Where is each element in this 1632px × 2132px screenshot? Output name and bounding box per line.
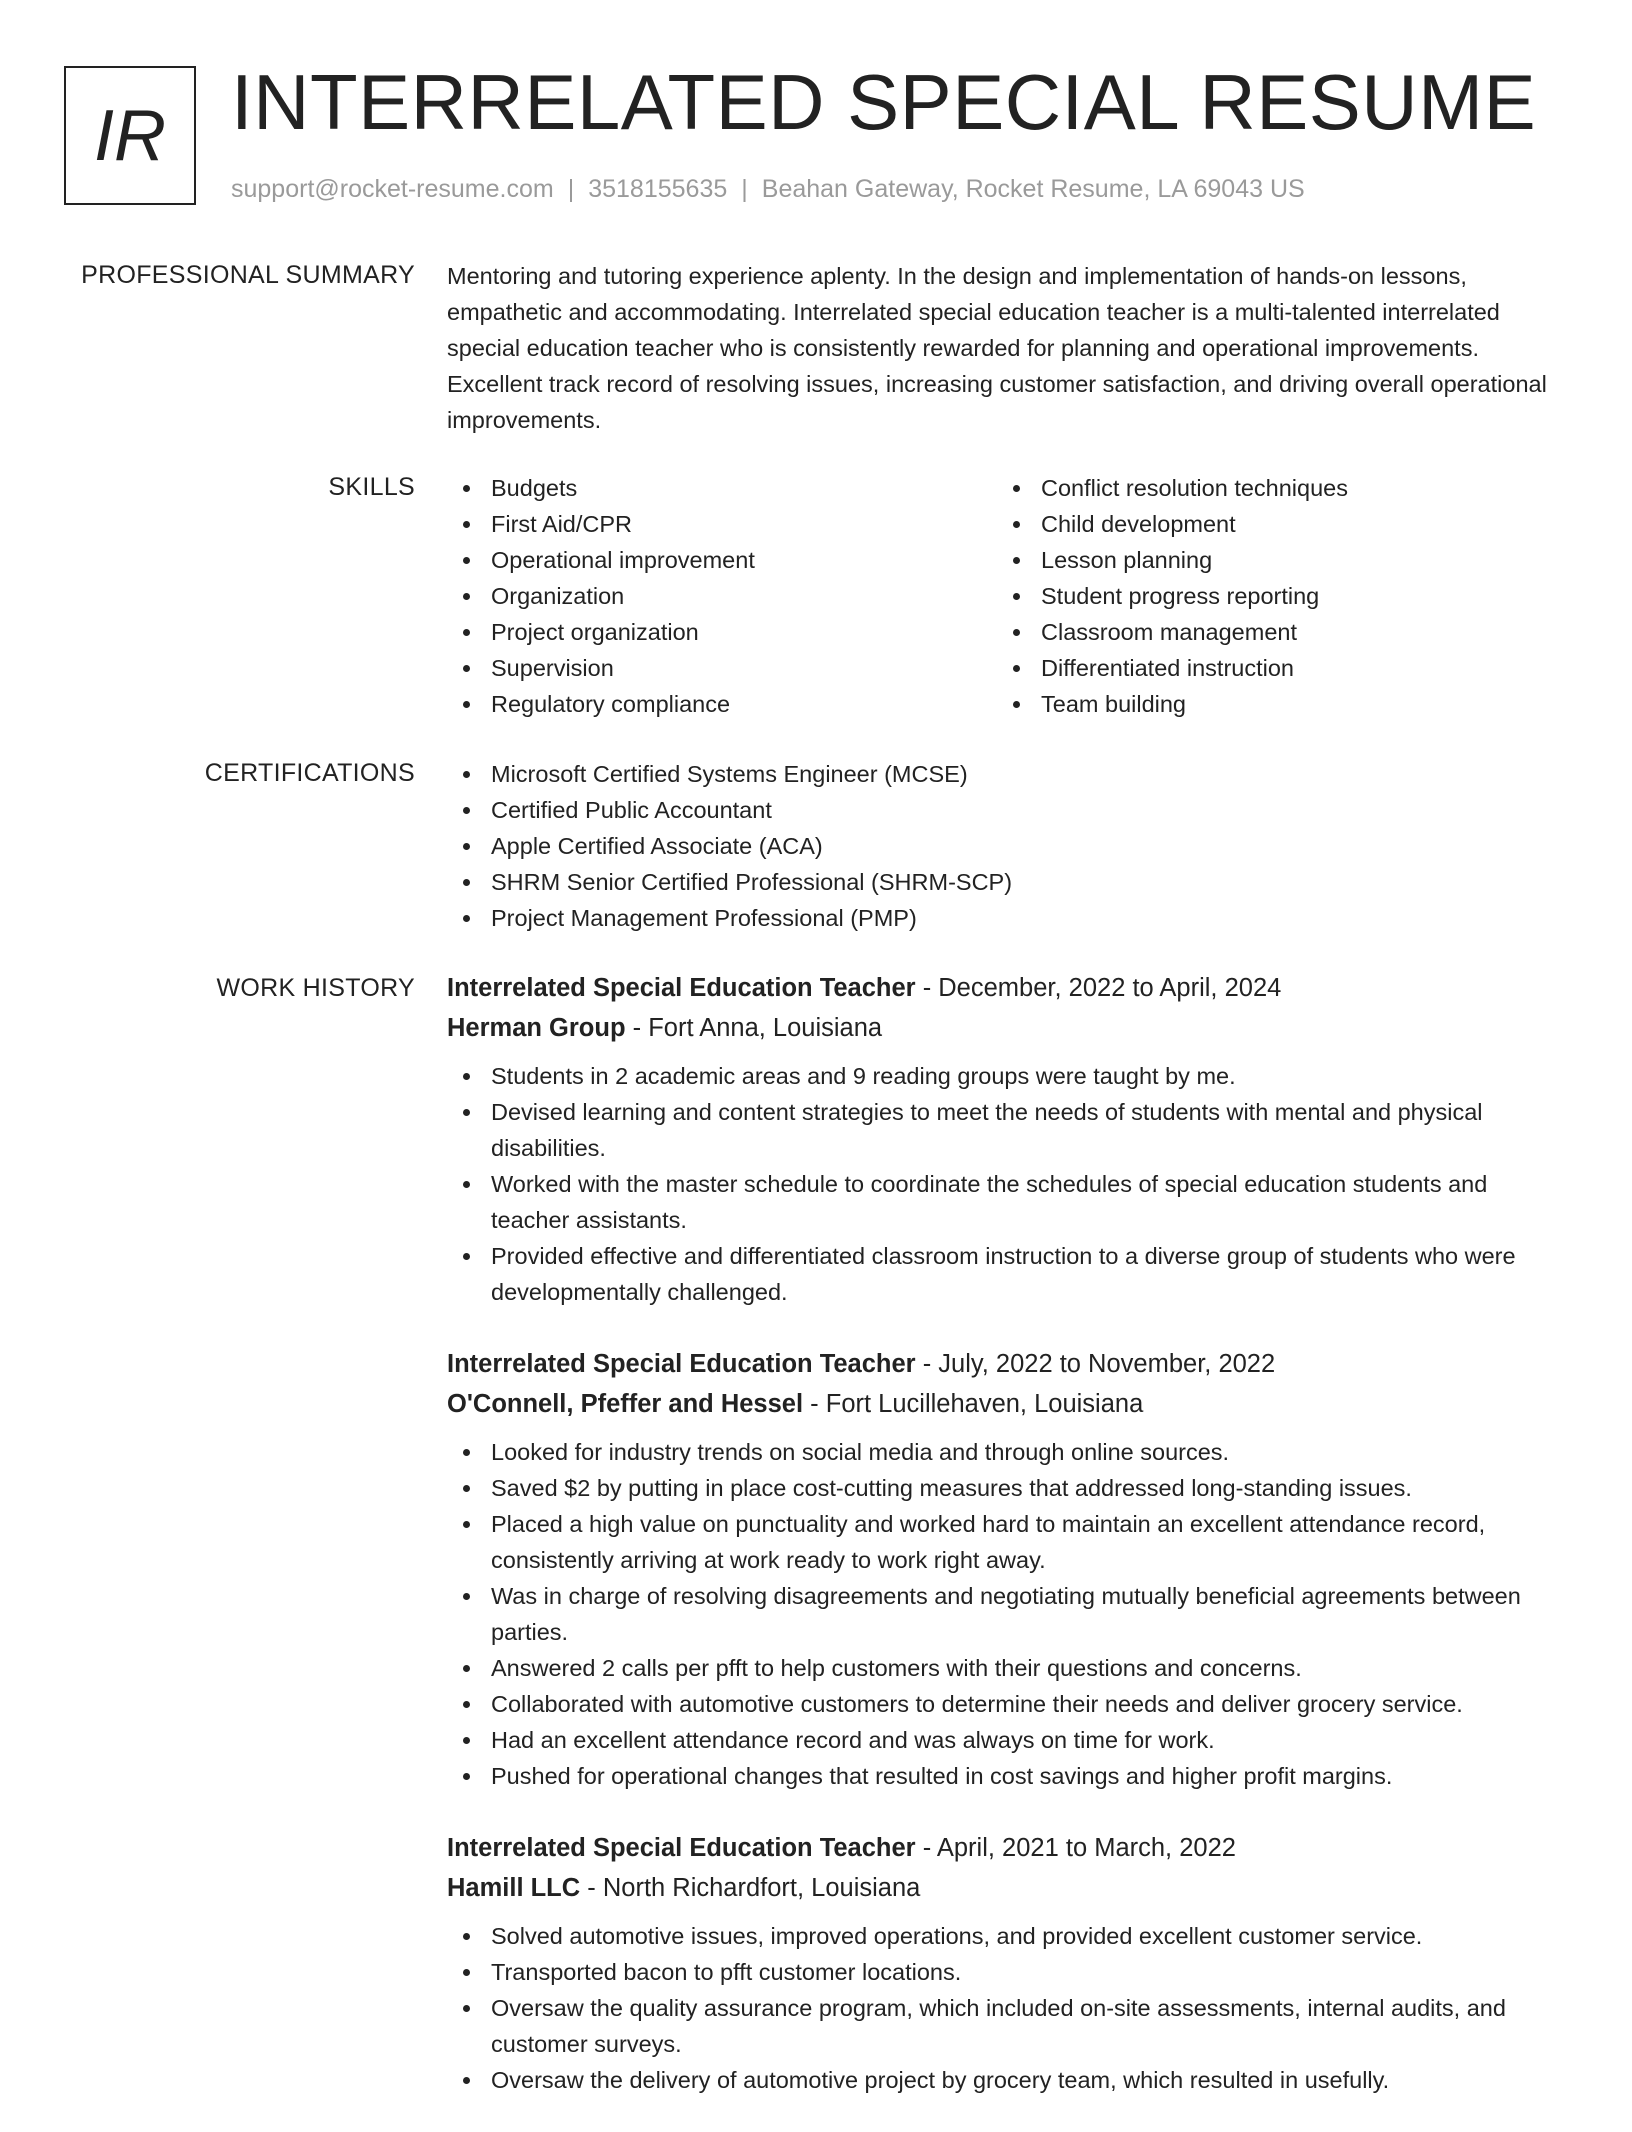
skills-title: SKILLS <box>328 473 415 501</box>
skill-item: Regulatory compliance <box>447 686 997 722</box>
monogram-logo: IR <box>64 66 196 205</box>
certification-item: Microsoft Certified Systems Engineer (MCSE) <box>447 756 1565 792</box>
job-company: O'Connell, Pfeffer and Hessel <box>447 1390 804 1418</box>
contact-separator: | <box>741 175 748 203</box>
skill-item: Conflict resolution techniques <box>997 470 1547 506</box>
certifications-body <box>447 756 1565 936</box>
work-history-title: WORK HISTORY <box>216 974 415 1002</box>
job-role-line <box>447 1344 1565 1384</box>
skill-item: Lesson planning <box>997 542 1547 578</box>
job-dates: - July, 2022 to November, 2022 <box>915 1350 1276 1378</box>
job-bullet: Saved $2 by putting in place cost-cutting measures that addressed long-standing issues. <box>447 1470 1565 1506</box>
job-entry <box>447 1828 1565 2098</box>
skill-item: Team building <box>997 686 1547 722</box>
job-dates: - April, 2021 to March, 2022 <box>915 1834 1236 1862</box>
job-role: Interrelated Special Education Teacher <box>447 974 916 1002</box>
skills-column-right <box>997 470 1547 722</box>
skills-columns <box>447 470 1565 722</box>
skills-column-left <box>447 470 997 722</box>
summary-text: Mentoring and tutoring experience aplenty. In the design and implementation of hands-on lessons, empathetic and accommodating. Interrelated special education teacher is a multi-talented interrelated special education teacher who is consistently rewarded for planning and operational improvements. Excellent track record of resolving issues, increasing customer satisfaction, and driving overall operational improvements. <box>447 263 1547 433</box>
job-company-line <box>447 1384 1565 1424</box>
job-bullet: Solved automotive issues, improved operations, and provided excellent customer service. <box>447 1918 1565 1954</box>
work-history-body <box>447 968 1565 2132</box>
certification-item: Certified Public Accountant <box>447 792 1565 828</box>
job-bullet: Answered 2 calls per pfft to help customers with their questions and concerns. <box>447 1650 1565 1686</box>
skill-item: First Aid/CPR <box>447 506 997 542</box>
job-bullet: Devised learning and content strategies to meet the needs of students with mental and physical disabilities. <box>447 1094 1565 1166</box>
contact-address: Beahan Gateway, Rocket Resume, LA 69043 US <box>761 175 1305 203</box>
resume-name: INTERRELATED SPECIAL RESUME <box>231 58 1537 146</box>
job-entry <box>447 968 1565 1310</box>
job-dates: - December, 2022 to April, 2024 <box>915 974 1282 1002</box>
job-location: - North Richardfort, Louisiana <box>580 1874 921 1902</box>
skill-item: Project organization <box>447 614 997 650</box>
summary-body <box>447 258 1565 438</box>
job-bullet: Had an excellent attendance record and was always on time for work. <box>447 1722 1565 1758</box>
job-location: - Fort Anna, Louisiana <box>625 1014 883 1042</box>
skill-item: Classroom management <box>997 614 1547 650</box>
job-bullet: Was in charge of resolving disagreements and negotiating mutually beneficial agreements between parties. <box>447 1578 1565 1650</box>
certifications-title: CERTIFICATIONS <box>204 759 415 787</box>
job-bullet: Students in 2 academic areas and 9 reading groups were taught by me. <box>447 1058 1565 1094</box>
skill-item: Student progress reporting <box>997 578 1547 614</box>
job-location: - Fort Lucillehaven, Louisiana <box>803 1390 1144 1418</box>
job-bullet: Oversaw the quality assurance program, which included on-site assessments, internal audits, and customer surveys. <box>447 1990 1565 2062</box>
job-bullet: Collaborated with automotive customers to determine their needs and deliver grocery service. <box>447 1686 1565 1722</box>
job-bullet: Oversaw the delivery of automotive project by grocery team, which resulted in usefully. <box>447 2062 1565 2098</box>
skill-item: Child development <box>997 506 1547 542</box>
job-company: Hamill LLC <box>447 1874 581 1902</box>
job-company: Herman Group <box>447 1014 626 1042</box>
certification-item: Apple Certified Associate (ACA) <box>447 828 1565 864</box>
summary-title: PROFESSIONAL SUMMARY <box>81 261 415 289</box>
contact-line <box>231 175 1305 204</box>
job-bullet: Pushed for operational changes that resulted in cost savings and higher profit margins. <box>447 1758 1565 1794</box>
job-role: Interrelated Special Education Teacher <box>447 1834 916 1862</box>
contact-separator: | <box>567 175 575 203</box>
job-role: Interrelated Special Education Teacher <box>447 1350 916 1378</box>
certification-item: SHRM Senior Certified Professional (SHRM-SCP) <box>447 864 1565 900</box>
job-bullet: Placed a high value on punctuality and worked hard to maintain an excellent attendance record, consistently arriving at work ready to work right away. <box>447 1506 1565 1578</box>
job-company-line <box>447 1868 1565 1908</box>
job-role-line <box>447 968 1565 1008</box>
certification-item: Project Management Professional (PMP) <box>447 900 1565 936</box>
job-bullet: Worked with the master schedule to coordinate the schedules of special education students and teacher assistants. <box>447 1166 1565 1238</box>
skill-item: Budgets <box>447 470 997 506</box>
skill-item: Operational improvement <box>447 542 997 578</box>
skill-item: Differentiated instruction <box>997 650 1547 686</box>
contact-phone[interactable]: 3518155635 <box>588 175 728 203</box>
contact-email[interactable]: support@rocket-resume.com <box>231 175 554 203</box>
job-bullet: Provided effective and differentiated classroom instruction to a diverse group of students who were developmentally challenged. <box>447 1238 1565 1310</box>
skill-item: Supervision <box>447 650 997 686</box>
job-bullet: Transported bacon to pfft customer locations. <box>447 1954 1565 1990</box>
job-role-line <box>447 1828 1565 1868</box>
skill-item: Organization <box>447 578 997 614</box>
job-bullet: Looked for industry trends on social media and through online sources. <box>447 1434 1565 1470</box>
job-company-line <box>447 1008 1565 1048</box>
job-entry <box>447 1344 1565 1794</box>
